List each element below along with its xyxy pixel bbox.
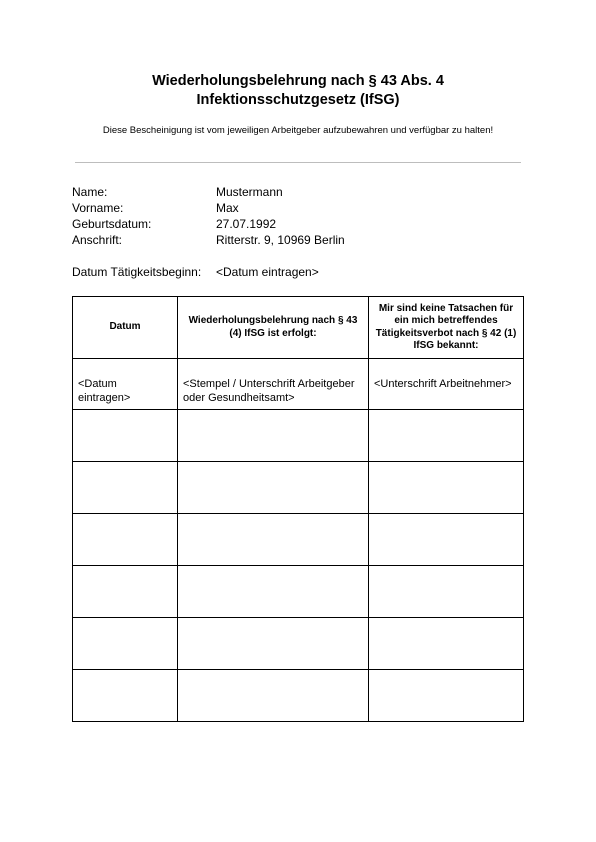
field-anschrift [72, 232, 345, 248]
field-label: Datum Tätigkeitsbeginn: [72, 265, 202, 279]
field-value: 27.07.1992 [216, 217, 277, 231]
cell-datum[interactable] [73, 670, 178, 722]
column-header-datum: Datum [73, 297, 178, 359]
field-value: Mustermann [216, 185, 283, 199]
column-header-belehrung: Wiederholungsbelehrung nach § 43 (4) IfSG ist erfolgt: [178, 297, 369, 359]
cell-datum[interactable] [73, 462, 178, 514]
field-value: Ritterstr. 9, 10969 Berlin [216, 233, 345, 247]
document-subtitle: Diese Bescheinigung ist vom jeweiligen Arbeitgeber aufzubewahren und verfügbar zu halten! [102, 125, 494, 136]
table-row [73, 410, 524, 462]
field-vorname [72, 200, 345, 216]
cell-stempel-unterschrift[interactable]: <Stempel / Unterschrift Arbeitgeber oder Gesundheitsamt> [178, 359, 369, 410]
table-row [73, 566, 524, 618]
field-label: Name: [72, 185, 108, 199]
table-row [73, 670, 524, 722]
cell-datum[interactable] [73, 410, 178, 462]
title-line-2: Infektionsschutzgesetz (IfSG) [196, 92, 400, 108]
cell-stempel-unterschrift[interactable] [178, 462, 369, 514]
cell-stempel-unterschrift[interactable] [178, 618, 369, 670]
cell-unterschrift-arbeitnehmer[interactable] [369, 514, 524, 566]
table-row [73, 359, 524, 410]
cell-stempel-unterschrift[interactable] [178, 410, 369, 462]
table-header-row [73, 297, 524, 359]
table-row [73, 618, 524, 670]
cell-datum[interactable]: <Datum eintragen> [73, 359, 178, 410]
document-title [0, 72, 596, 110]
cell-stempel-unterschrift[interactable] [178, 670, 369, 722]
cell-datum[interactable] [73, 514, 178, 566]
cell-unterschrift-arbeitnehmer[interactable] [369, 462, 524, 514]
field-taetigkeitsbeginn [72, 264, 319, 280]
divider [75, 162, 521, 163]
cell-datum[interactable] [73, 618, 178, 670]
field-value: Max [216, 201, 239, 215]
field-label: Geburtsdatum: [72, 217, 152, 231]
cell-stempel-unterschrift[interactable] [178, 514, 369, 566]
cell-datum[interactable] [73, 566, 178, 618]
table-row [73, 514, 524, 566]
certification-table [72, 296, 524, 722]
field-value: <Datum eintragen> [216, 265, 319, 279]
field-geburtsdatum [72, 216, 345, 232]
cell-unterschrift-arbeitnehmer[interactable] [369, 566, 524, 618]
title-line-1: Wiederholungsbelehrung nach § 43 Abs. 4 [152, 73, 444, 89]
cell-unterschrift-arbeitnehmer[interactable] [369, 670, 524, 722]
field-name [72, 184, 345, 200]
personal-data [72, 184, 345, 248]
field-label: Vorname: [72, 201, 124, 215]
cell-unterschrift-arbeitnehmer[interactable]: <Unterschrift Arbeitnehmer> [369, 359, 524, 410]
column-header-erklaerung: Mir sind keine Tatsachen für ein mich betreffendes Tätigkeitsverbot nach § 42 (1) IfSG bekannt: [369, 297, 524, 359]
table-row [73, 462, 524, 514]
cell-unterschrift-arbeitnehmer[interactable] [369, 618, 524, 670]
cell-stempel-unterschrift[interactable] [178, 566, 369, 618]
field-label: Anschrift: [72, 233, 123, 247]
cell-unterschrift-arbeitnehmer[interactable] [369, 410, 524, 462]
